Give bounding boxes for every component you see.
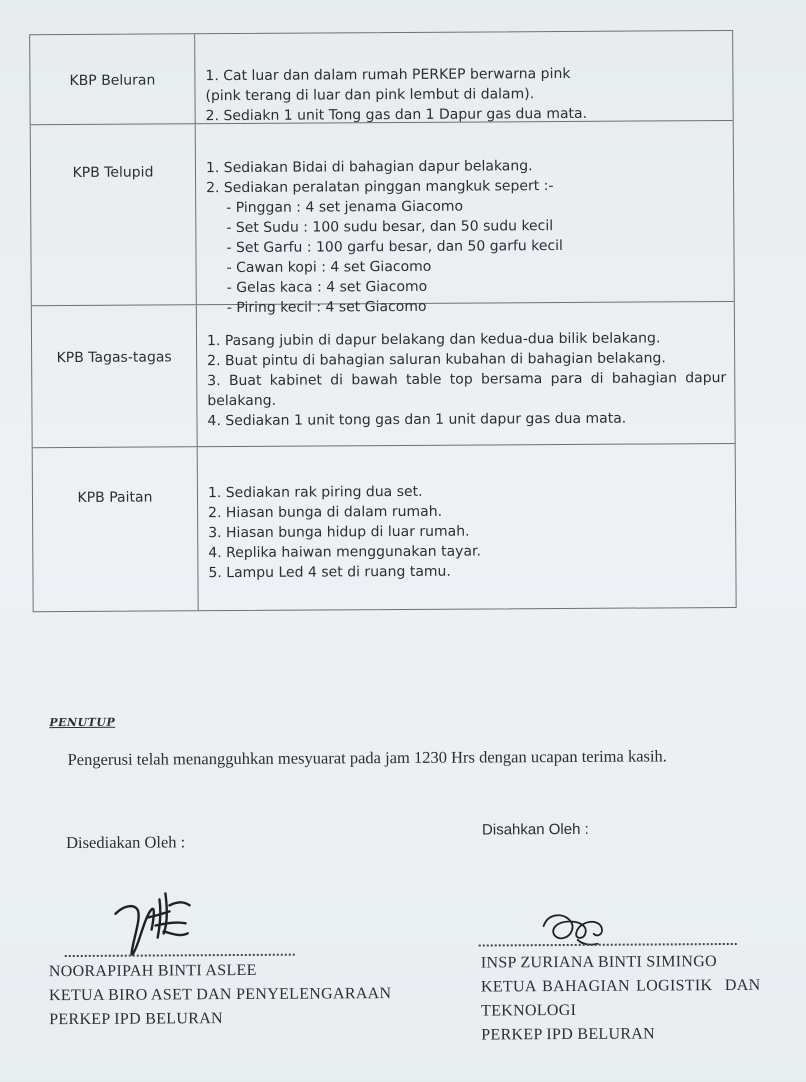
prepared-by-block [49, 958, 392, 1032]
list-item: 1. Sediakan Bidai di bahagian dapur belakang. [205, 158, 533, 177]
list-subitem: - Piring kecil : 4 set Giacomo [226, 298, 427, 317]
approved-title-line1: KETUA BAHAGIAN LOGISTIK DAN [480, 976, 761, 996]
list-item: 2. Sediakan peralatan pinggan mangkuk sepert :- [206, 178, 554, 197]
prepared-title: KETUA BIRO ASET DAN PENYELENGARAAN [48, 985, 392, 1005]
table-row [31, 121, 734, 317]
prepared-name: NOORAPIPAH BINTI ASLEE [48, 961, 257, 981]
list-item: 2. Buat pintu di bahagian saluran kubahan di bahagian belakang. [207, 350, 666, 370]
table-row [32, 302, 735, 448]
approved-title-line2: TEKNOLOGI [481, 1001, 577, 1020]
list-item: 1. Cat luar dan dalam rumah PERKEP berwarna pink [205, 65, 571, 85]
approved-by-block [481, 950, 802, 1048]
row-label: KBP Beluran [30, 34, 196, 124]
list-item: (pink terang di luar dan pink lembut di dalam). [205, 86, 535, 105]
signature-left-icon [107, 879, 203, 965]
list-item: 3. Buat kabinet di bawah table top bersama para di bahagian dapur [207, 370, 727, 390]
list-subitem: - Gelas kaca : 4 set Giacomo [226, 278, 428, 297]
approved-name: INSP ZURIANA BINTI SIMINGO [480, 953, 717, 972]
requirements-table [29, 30, 737, 612]
list-item: 2. Hiasan bunga di dalam rumah. [208, 503, 443, 522]
prepared-org: PERKEP IPD BELURAN [49, 1010, 223, 1029]
row-items [195, 31, 733, 123]
row-items [196, 121, 734, 317]
list-item: 4. Sediakan 1 unit tong gas dan 1 unit dapur gas dua mata. [207, 410, 627, 430]
list-item: 1. Sediakan rak piring dua set. [207, 483, 423, 502]
closing-text: Pengerusi telah menangguhkan mesyuarat pada jam 1230 Hrs dengan ucapan terima kasih. [67, 746, 667, 770]
approved-org: PERKEP IPD BELURAN [481, 1025, 656, 1044]
list-item: 4. Replika haiwan menggunakan tayar. [208, 543, 481, 562]
table-row [30, 31, 733, 125]
row-items [198, 444, 736, 610]
approved-by-label: Disahkan Oleh : [481, 820, 589, 839]
list-item: 3. Hiasan bunga hidup di luar rumah. [208, 523, 470, 542]
closing-heading: PENUTUP [49, 715, 116, 730]
list-subitem: - Cawan kopi : 4 set Giacomo [226, 258, 432, 277]
list-item: belakang. [207, 392, 277, 410]
list-item: 5. Lampu Led 4 set di ruang tamu. [208, 563, 451, 582]
row-label: KPB Telupid [31, 124, 197, 305]
list-item: 2. Sediakn 1 unit Tong gas dan 1 Dapur gas dua mata. [205, 105, 588, 125]
table-row [33, 444, 736, 611]
row-label: KPB Tagas-tagas [32, 305, 198, 447]
list-subitem: - Set Sudu : 100 sudu besar, dan 50 sudu kecil [226, 218, 554, 237]
prepared-by-label: Disediakan Oleh : [66, 832, 186, 853]
list-subitem: - Set Garfu : 100 garfu besar, dan 50 garfu kecil [226, 238, 563, 257]
list-item: 1. Pasang jubin di dapur belakang dan kedua-dua bilik belakang. [206, 330, 661, 350]
list-subitem: - Pinggan : 4 set jenama Giacomo [226, 198, 464, 217]
row-label: KPB Paitan [33, 447, 199, 611]
signature-right-icon [537, 904, 612, 949]
row-items [197, 302, 735, 446]
